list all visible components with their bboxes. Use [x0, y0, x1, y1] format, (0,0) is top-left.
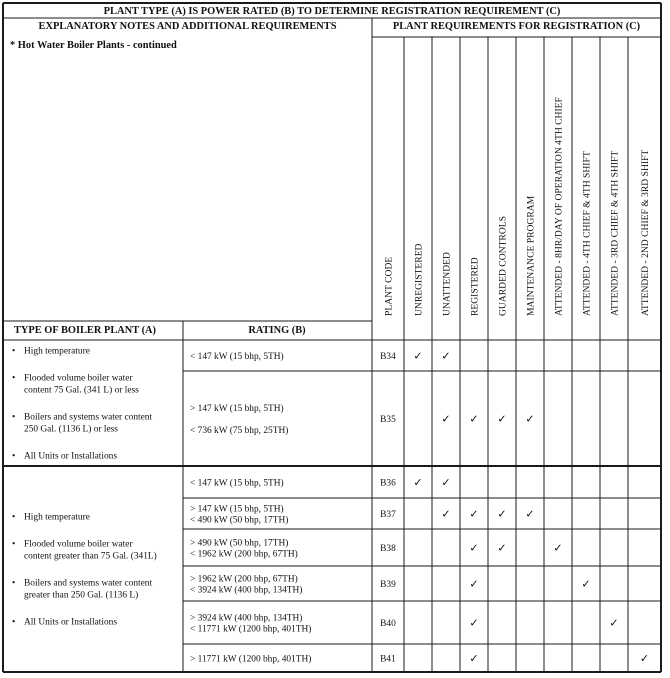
- column-header-4: GUARDED CONTROLS: [497, 216, 509, 316]
- check-mark-B35-3: ✓: [469, 413, 479, 426]
- check-mark-B34-2: ✓: [441, 350, 451, 363]
- check-mark-B35-4: ✓: [497, 413, 507, 426]
- column-header-9: ATTENDED - 2ND CHIEF & 3RD SHIFT: [640, 149, 651, 316]
- plant-type-g1-text-0-0: High temperature: [24, 346, 90, 357]
- plant-type-g1-text-1-1: content 75 Gal. (341 L) or less: [24, 385, 139, 396]
- plant-type-g1-bullet-0: •: [12, 346, 16, 357]
- column-header-3: REGISTERED: [469, 257, 481, 316]
- requirements-header: PLANT REQUIREMENTS FOR REGISTRATION (C): [392, 21, 641, 32]
- check-mark-B37-5: ✓: [525, 508, 535, 521]
- plant-type-g2-text-0-0: High temperature: [24, 512, 90, 523]
- plant-type-g1-text-2-0: Boilers and systems water content: [24, 412, 153, 423]
- plant-code-B35: B35: [380, 415, 396, 425]
- rating-B38-0: > 490 kW (50 bhp, 17TH): [190, 538, 289, 549]
- rating-B39-0: > 1962 kW (200 bhp, 67TH): [190, 574, 298, 585]
- rating-B35-0: > 147 kW (15 bhp, 5TH): [190, 404, 284, 414]
- plant-type-g1-text-3-0: All Units or Installations: [24, 451, 117, 462]
- column-header-6: ATTENDED - 8HR/DAY OF OPERATION 4TH CHIEF: [553, 97, 565, 316]
- rating-B39-1: < 3924 kW (400 bhp, 134TH): [190, 585, 303, 596]
- plant-type-g2-text-2-0: Boilers and systems water content: [24, 578, 153, 589]
- check-mark-B37-2: ✓: [441, 508, 451, 521]
- plant-type-g2-text-2-1: greater than 250 Gal. (1136 L): [24, 590, 139, 601]
- plant-code-B39: B39: [380, 580, 396, 590]
- column-header-2: UNATTENDED: [441, 252, 453, 316]
- plant-code-B36: B36: [380, 478, 396, 489]
- column-header-7: ATTENDED - 4TH CHIEF & 4TH SHIFT: [581, 151, 593, 316]
- plant-type-g2-text-3-0: All Units or Installations: [24, 617, 117, 628]
- plant-type-g1-bullet-2: •: [12, 412, 16, 423]
- rating-header: RATING (B): [248, 325, 306, 336]
- column-header-5: MAINTENANCE PROGRAM: [525, 195, 537, 316]
- plant-type-g2-bullet-1: •: [12, 539, 16, 550]
- check-mark-B41-3: ✓: [469, 653, 479, 665]
- check-mark-B36-1: ✓: [413, 477, 423, 489]
- column-header-0: PLANT CODE: [383, 256, 395, 316]
- rating-B40-0: > 3924 kW (400 bhp, 134TH): [190, 613, 303, 624]
- plant-type-g1-bullet-1: •: [12, 373, 16, 384]
- check-mark-B38-4: ✓: [497, 542, 507, 555]
- plant-type-g2-text-1-0: Flooded volume boiler water: [24, 539, 133, 550]
- plant-type-g2-bullet-0: •: [12, 512, 16, 523]
- check-mark-B39-7: ✓: [581, 578, 591, 591]
- check-mark-B38-6: ✓: [553, 542, 563, 555]
- plant-type-g2-text-1-1: content greater than 75 Gal. (341L): [24, 551, 157, 562]
- top-header: PLANT TYPE (A) IS POWER RATED (B) TO DETERMINE REGISTRATION REQUIREMENT (C): [103, 6, 561, 17]
- type-header: TYPE OF BOILER PLANT (A): [14, 325, 157, 336]
- plant-code-B38: B38: [380, 544, 396, 554]
- check-mark-B35-2: ✓: [441, 413, 451, 426]
- check-mark-B40-8: ✓: [609, 617, 619, 630]
- plant-code-B41: B41: [380, 654, 396, 665]
- rating-B34-0: < 147 kW (15 bhp, 5TH): [190, 352, 284, 362]
- column-header-1: UNREGISTERED: [413, 243, 425, 316]
- plant-type-g1-text-1-0: Flooded volume boiler water: [24, 373, 133, 384]
- plant-type-g2-bullet-2: •: [12, 578, 16, 589]
- rating-B38-1: < 1962 kW (200 bhp, 67TH): [190, 549, 298, 560]
- plant-code-B34: B34: [380, 352, 396, 362]
- plant-type-g1-bullet-3: •: [12, 451, 16, 462]
- rating-B36-0: < 147 kW (15 bhp, 5TH): [190, 478, 284, 489]
- check-mark-B41-9: ✓: [639, 653, 650, 665]
- check-mark-B39-3: ✓: [469, 578, 479, 591]
- plant-code-B40: B40: [380, 619, 396, 629]
- column-header-8: ATTENDED - 3RD CHIEF & 4TH SHIFT: [609, 150, 621, 316]
- rating-B41-0: > 11771 kW (1200 bhp, 401TH): [190, 654, 312, 665]
- plant-type-g1-text-2-1: 250 Gal. (1136 L) or less: [24, 424, 118, 435]
- continued-note: * Hot Water Boiler Plants - continued: [10, 40, 177, 51]
- rating-B35-1: < 736 kW (75 bhp, 25TH): [190, 426, 289, 436]
- rating-B37-1: < 490 kW (50 bhp, 17TH): [190, 515, 289, 526]
- rating-B40-1: < 11771 kW (1200 bhp, 401TH): [190, 624, 312, 635]
- explanatory-header: EXPLANATORY NOTES AND ADDITIONAL REQUIREMENTS: [38, 21, 337, 32]
- rating-B37-0: > 147 kW (15 bhp, 5TH): [190, 504, 284, 515]
- check-mark-B37-3: ✓: [469, 508, 479, 521]
- check-mark-B37-4: ✓: [497, 508, 507, 521]
- check-mark-B38-3: ✓: [469, 542, 479, 555]
- check-mark-B34-1: ✓: [413, 350, 423, 363]
- check-mark-B35-5: ✓: [525, 413, 535, 426]
- plant-type-g2-bullet-3: •: [12, 617, 16, 628]
- check-mark-B40-3: ✓: [469, 617, 479, 630]
- plant-code-B37: B37: [380, 510, 396, 520]
- check-mark-B36-2: ✓: [441, 477, 451, 489]
